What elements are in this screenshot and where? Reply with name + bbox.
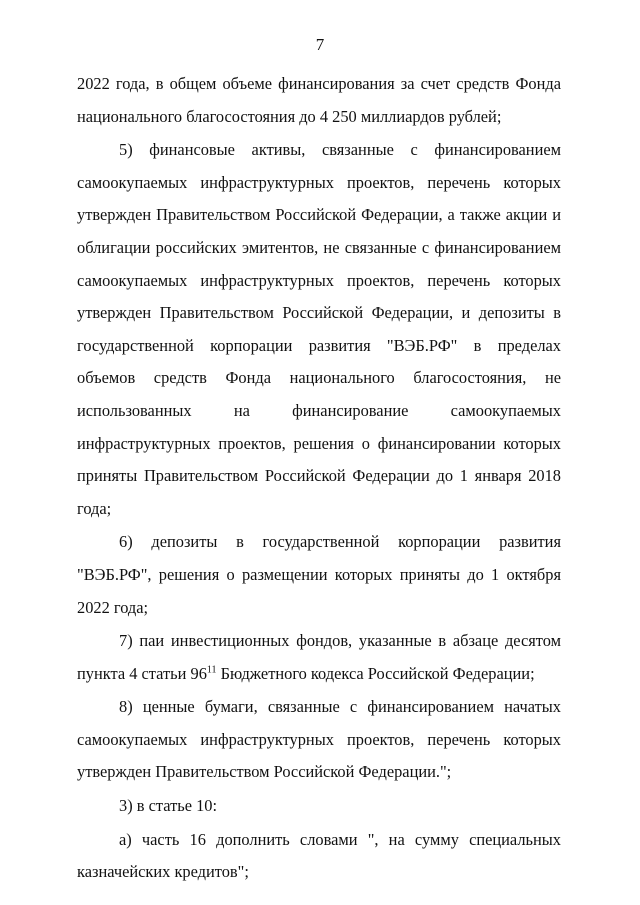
document-body [77, 68, 561, 889]
paragraph-item-8: 8) ценные бумаги, связанные с финансированием начатых самоокупаемых инфраструктурных проектов, перечень которых утвержден Правительством Российской Федерации."; [77, 697, 561, 782]
paragraph-item-3-article-10: 3) в статье 10: [119, 796, 218, 816]
paragraph-continuation: 2022 года, в общем объеме финансирования за счет средств Фонда национального благосостояния до 4 250 миллиардов рублей; [77, 74, 561, 126]
paragraph-item-6: 6) депозиты в государственной корпорации развития "ВЭБ.РФ", решения о размещении которых приняты до 1 октября 2022 года; [77, 532, 561, 617]
page-number: 7 [315, 35, 325, 54]
paragraph-item-7 [77, 625, 561, 690]
paragraph-item-7-text-end: Бюджетного кодекса Российской Федерации; [216, 663, 535, 683]
article-number-superscript: 11 [206, 664, 217, 676]
paragraph-item-7-text: 7) паи инвестиционных фондов, указанные в абзаце десятом пункта 4 статьи 96 [77, 631, 561, 683]
paragraph-subitem-a: а) часть 16 дополнить словами ", на сумму специальных казначейских кредитов"; [77, 829, 561, 882]
paragraph-item-5: 5) финансовые активы, связанные с финансированием самоокупаемых инфраструктурных проектов, перечень которых утвержден Правительством Российской Федерации, а также акции и облигации российских эмитентов, не связанные с финансированием самоокупаемых инфраструктурных проектов, перечень которых утвержден Правительством Российской Федерации, и депозиты в государственной корпорации развития "ВЭБ.РФ" в пределах объемов средств Фонда национального благосостояния, не использованных на финансирование самоокупаемых инфраструктурных проектов, решения о финансировании которых приняты Правительством Российской Федерации до 1 января 2018 года; [77, 140, 561, 518]
